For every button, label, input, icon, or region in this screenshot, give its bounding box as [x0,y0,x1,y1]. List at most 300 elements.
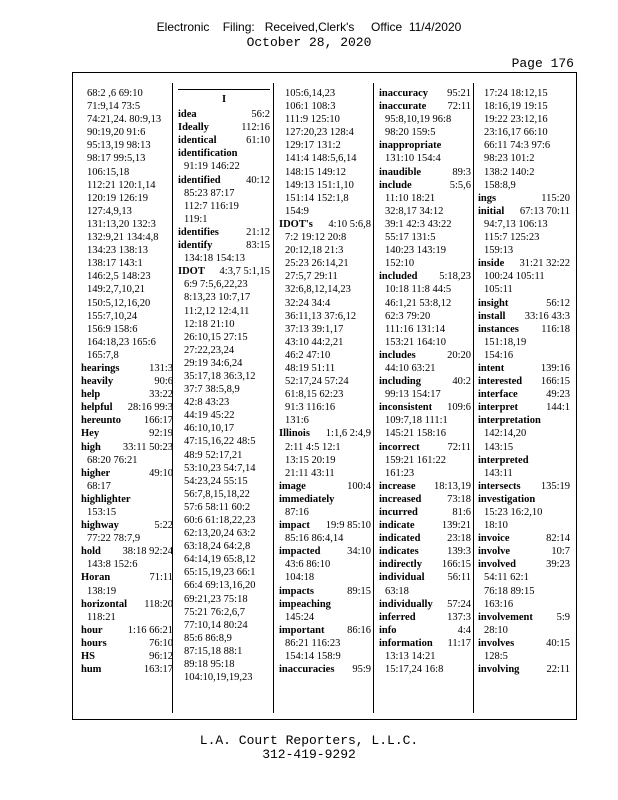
page-line-refs-continued: 10:18 11:8 44:5 [385,284,452,296]
page-line-refs-continued: 55:17 131:5 [385,232,436,244]
index-term: inaccuracy [379,88,428,99]
page-line-refs: 40:2 [452,376,471,388]
index-entry [81,663,173,676]
index-term: inferred [379,611,416,623]
page-line-refs: 89:15 [347,585,371,597]
index-term: impact [279,520,310,532]
page-line-refs-continued: 140:23 143:19 [385,245,446,257]
page-line-refs: 100:4 [347,480,371,492]
index-entry [379,441,471,454]
page-line-refs-continued: 25:23 26:14,21 [285,258,349,270]
page-line-refs-continued: 127:4,9,13 [87,205,132,217]
index-term: indicates [379,546,419,558]
index-term: helpful [81,402,113,414]
page-line-refs-continued: 56:7,8,15,18,22 [184,488,250,500]
index-entry [379,598,471,611]
page-line-refs-continued: 18:10 [484,520,508,532]
page-line-refs: 71:11 [149,572,173,584]
page-line-refs: 139:3 [447,546,471,558]
index-term: increase [379,480,416,492]
page-line-refs-continued: 143:15 [484,441,514,453]
index-entry [478,545,570,558]
page-line-refs: 137:3 [447,611,471,623]
index-term: IDOT's [279,218,313,230]
page-line-refs-continued: 15:17,24 16:8 [385,664,444,676]
index-column-4 [379,87,471,676]
page-line-refs-continued: 46:10,10,17 [184,423,235,435]
page-line-refs: 118:20 [144,598,173,610]
page-line-refs-continued: 155:7,10,24 [87,310,138,322]
page-line-refs: 18:13,19 [433,480,471,492]
index-term: impacted [279,546,321,558]
page-line-refs-continued: 120:19 126:19 [87,192,148,204]
page-line-refs-continued: 47:15,16,22 48:5 [184,436,256,448]
index-term: investigation [478,493,536,505]
index-term: hold [81,546,101,558]
index-term: intent [478,362,505,374]
page-line-refs-continued: 21:11 43:11 [285,467,335,479]
page-line-refs-continued: 7:2 19:12 20:8 [285,232,347,244]
page-line-refs-continued: 69:21,23 75:18 [184,593,248,605]
page-line-refs-continued: 62:3 79:20 [385,310,431,322]
page-line-refs-continued: 39:1 42:3 43:22 [385,218,452,230]
index-entry [178,239,270,252]
page-line-refs-continued: 91:3 116:16 [285,402,336,414]
page-line-refs-continued: 48:19 51:11 [285,362,336,374]
page-line-refs-continued: 66:11 74:3 97:6 [484,140,551,152]
index-term: initial [478,205,505,217]
index-entry [279,480,371,493]
page-line-refs-continued: 32:24 34:4 [285,297,331,309]
page-line-refs: 81:6 [452,507,471,518]
page-line-refs-continued: 60:6 61:18,22,23 [184,515,256,526]
index-entry [379,571,471,584]
page-line-refs-continued: 19:22 23:12,16 [484,114,548,126]
page-line-refs: 166:15 [540,376,570,388]
index-entry [379,611,471,624]
page-line-refs-continued: 134:18 154:13 [184,253,245,265]
page-line-refs-continued: 54:23,24 55:15 [184,475,248,487]
page-line-refs-continued: 154:9 [285,205,309,217]
index-term: inappropriate [379,140,442,152]
index-term: idea [178,109,197,121]
page-line-refs: 89:3 [452,166,471,178]
index-entry [478,257,570,270]
page-line-refs: 76:10 [149,637,173,649]
page-line-refs-continued: 91:19 146:22 [184,161,240,173]
page-line-refs-continued: 151:14 152:1,8 [285,192,349,204]
index-entry [478,532,570,545]
page-line-refs: 5:5,6 [449,179,471,191]
index-entry [279,218,371,231]
page-line-refs: 82:14 [546,533,570,545]
page-line-refs-continued: 100:24 105:11 [484,271,545,283]
page-line-refs-continued: 85:23 87:17 [184,187,235,199]
page-line-refs-continued: 12:18 21:10 [184,318,235,330]
index-entry [279,624,371,637]
page-line-refs-continued: 53:10,23 54:7,14 [184,462,256,474]
page-line-refs-continued: 112:7 116:19 [184,200,239,212]
page-line-refs-continued: 143:8 152:6 [87,559,138,571]
page-line-refs-continued: 129:17 131:2 [285,140,341,152]
index-term: highlighter [81,493,131,505]
index-entry [279,519,371,532]
page-line-refs-continued: 85:6 86:8,9 [184,632,232,644]
page-line-refs: 1:16 66:21 [127,624,173,636]
index-entry [478,493,570,506]
page-line-refs-continued: 32:6,8,12,14,23 [285,284,351,296]
index-term: impacts [279,585,314,597]
page-line-refs: 31:21 32:22 [519,258,570,270]
page-line-refs-continued: 164:18,23 165:6 [87,336,156,348]
index-term: heavily [81,376,114,388]
index-entry [478,310,570,323]
page-line-refs-continued: 145:21 158:16 [385,428,446,440]
page-line-refs-continued: 89:18 95:18 [184,659,235,671]
page-line-refs: 139:16 [540,362,570,374]
index-term: indicated [379,533,421,545]
page-line-refs-continued: 46:1,21 53:8,12 [385,297,452,309]
index-entry [478,375,570,388]
page-line-refs-continued: 109:7,18 111:1 [385,415,448,427]
page-line-refs: 112:16 [241,122,270,134]
index-entry [379,100,471,113]
page-line-refs-continued: 29:19 34:6,24 [184,357,243,369]
page-line-refs-continued: 77:22 78:7,9 [87,533,141,545]
index-entry [478,388,570,401]
page-line-refs-continued: 138:2 140:2 [484,166,535,178]
page-line-refs-continued: 2:11 4:5 12:1 [285,441,341,453]
index-term: ings [478,192,497,204]
page-line-refs-continued: 87:16 [285,507,309,518]
page-line-refs: 5:9 [556,611,570,623]
page-line-refs: 109:6 [447,402,471,414]
page-line-refs-continued: 43:6 86:10 [285,559,331,571]
page-line-refs-continued: 66:4 69:13,16,20 [184,580,256,592]
index-term: Hey [81,428,100,440]
page-line-refs-continued: 165:7,8 [87,349,119,361]
index-entry [379,87,471,100]
page-line-refs: 163:17 [143,664,173,676]
column-divider [273,83,274,713]
page-line-refs-continued: 111:9 125:10 [285,114,340,126]
page-line-refs: 115:20 [541,192,570,204]
index-entry [81,571,173,584]
page-line-refs-continued: 163:16 [484,598,514,610]
page-line-refs-continued: 23:16,17 66:10 [484,127,548,139]
page-line-refs-continued: 134:23 138:13 [87,245,148,257]
index-term: highway [81,520,119,532]
page-line-refs-continued: 152:10 [385,258,415,270]
index-term: impeaching [279,598,331,610]
page-line-refs-continued: 28:10 [484,624,508,636]
page-line-refs: 73:18 [447,493,471,505]
page-line-refs-continued: 131:13,20 132:3 [87,218,156,230]
page-line-refs: 72:11 [447,441,471,453]
page-line-refs-continued: 18:16,19 19:15 [484,101,548,113]
column-divider [473,83,474,713]
page-line-refs-continued: 63:18,24 64:2,8 [184,541,251,553]
index-frame [72,72,577,720]
reporter-phone: 312-419-9292 [262,747,356,762]
page-line-refs-continued: 146:2,5 148:23 [87,271,151,283]
page-line-refs: 40:12 [246,174,270,186]
index-term: identification [178,148,238,160]
page-line-refs-continued: 99:13 154:17 [385,389,441,401]
index-term: image [279,480,306,492]
index-term: individual [379,572,425,584]
index-column-1 [81,87,173,676]
index-term: help [81,389,101,401]
page-line-refs-continued: 11:2,12 12:4,11 [184,305,250,317]
index-term: insight [478,297,509,309]
page-line-refs: 96:12 [149,651,173,663]
page-line-refs: 11:17 [447,637,471,649]
page-line-refs: 34:10 [347,546,371,558]
page-line-refs-continued: 119:1 [184,213,208,225]
page-line-refs-continued: 46:2 47:10 [285,349,331,361]
index-entry [478,362,570,375]
page-line-refs-continued: 132:9,21 134:4,8 [87,232,159,244]
page-line-refs-continued: 37:13 39:1,17 [285,323,344,335]
footer [0,734,618,762]
index-term: involved [478,559,516,571]
index-term: identifies [178,226,219,238]
index-entry [379,349,471,362]
page-line-refs-continued: 48:9 52:17,21 [184,449,243,461]
page-line-refs-continued: 20:12,18 21:3 [285,245,344,257]
index-entry [478,297,570,310]
page-line-refs-continued: 11:10 18:21 [385,192,436,204]
page-line-refs: 95:21 [447,88,471,99]
index-term: intersects [478,480,521,492]
page-line-refs-continued: 95:8,10,19 96:8 [385,114,452,126]
index-entry [279,545,371,558]
page-line-refs-continued: 71:9,14 73:5 [87,101,141,113]
page-line-refs-continued: 111:16 131:14 [385,323,446,335]
index-term: includes [379,349,416,361]
page-line-refs-continued: 37:7 38:5,8,9 [184,384,240,396]
index-term: identify [178,240,213,252]
page-line-refs-continued: 98:17 99:5,13 [87,153,146,165]
page-line-refs-continued: 90:19,20 91:6 [87,127,146,139]
index-entry [478,401,570,414]
index-entry [379,519,471,532]
page-line-refs-continued: 27:5,7 29:11 [285,271,338,283]
page-line-refs-continued: 106:1 108:3 [285,101,336,113]
page-line-refs-continued: 43:10 44:2,21 [285,336,344,348]
page-line-refs-continued: 153:21 164:10 [385,336,446,348]
page-line-refs-continued: 148:15 149:12 [285,166,346,178]
page-line-refs-continued: 112:21 120:1,14 [87,179,156,191]
index-entry [81,375,173,388]
page-line-refs: 1:1,6 2:4,9 [325,428,371,440]
page-line-refs-continued: 145:24 [285,611,315,623]
index-entry [178,121,270,134]
page-line-refs-continued: 104:18 [285,572,315,584]
page-line-refs-continued: 94:7,13 106:13 [484,218,548,230]
page-line-refs: 166:17 [143,415,173,427]
index-entry [478,205,570,218]
page-line-refs-continued: 104:10,19,19,23 [184,672,253,684]
index-term: invoice [478,533,510,545]
index-term: involvement [478,611,533,623]
page-line-refs-continued: 77:10,14 80:24 [184,619,248,631]
page-line-refs-continued: 52:17,24 57:24 [285,376,349,388]
index-term: IDOT [178,266,205,278]
section-letter: I [221,94,227,105]
index-entry [478,637,570,650]
index-entry [478,558,570,571]
page-line-refs-continued: 106:15,18 [87,166,130,178]
page-line-refs-continued: 105:11 [484,284,513,296]
page-line-refs: 56:2 [251,109,270,121]
page-line-refs: 33:16 43:3 [524,310,570,322]
index-term: install [478,310,506,322]
index-entry [478,663,570,676]
page-line-refs: 40:15 [546,637,570,649]
index-term: indicate [379,520,415,532]
page-line-refs-continued: 151:18,19 [484,336,527,348]
page-line-refs: 22:11 [546,664,570,676]
page-line-refs-continued: 156:9 158:6 [87,323,138,335]
index-entry [81,362,173,375]
page-line-refs-continued: 131:6 [285,415,309,427]
index-term: interpret [478,402,519,414]
index-entry [81,650,173,663]
page-line-refs-continued: 105:6,14,23 [285,88,336,99]
index-term: incorrect [379,441,420,453]
index-column-2 [178,87,270,684]
page-line-refs-continued: 98:20 159:5 [385,127,436,139]
index-entry [379,480,471,493]
index-entry [81,545,173,558]
index-entry [379,139,471,152]
page-line-refs: 4:3,7 5:1,15 [219,266,270,278]
index-entry [178,147,270,160]
index-term: indirectly [379,559,422,571]
page-line-refs-continued: 63:18 [385,585,409,597]
index-entry [379,532,471,545]
page-line-refs-continued: 141:4 148:5,6,14 [285,153,357,165]
index-term: hours [81,637,107,649]
page-line-refs: 49:10 [149,467,173,479]
page-line-refs: 72:11 [447,101,471,113]
page-line-refs: 116:18 [541,323,570,335]
page-line-refs-continued: 76:18 89:15 [484,585,535,597]
page-number: Page 176 [511,56,574,71]
index-term: incurred [379,507,418,518]
page-line-refs: 49:23 [546,389,570,401]
page-line-refs-continued: 15:23 16:2,10 [484,507,543,518]
index-entry [81,624,173,637]
index-term: hour [81,624,103,636]
page-line-refs: 5:18,23 [439,271,471,283]
index-entry [81,414,173,427]
page-line-refs: 95:9 [352,664,371,676]
index-term: included [379,271,418,283]
page-line-refs: 10:7 [551,546,570,558]
index-term: interested [478,376,523,388]
page-line-refs-continued: 44:10 63:21 [385,362,436,374]
page-line-refs: 38:18 92:24 [122,546,173,558]
index-entry [81,598,173,611]
page-line-refs-continued: 149:2,7,10,21 [87,284,146,296]
page-line-refs-continued: 143:11 [484,467,513,479]
page-line-refs: 166:15 [441,559,471,571]
index-term: inaudible [379,166,422,178]
page-line-refs-continued: 8:13,23 10:7,17 [184,292,251,304]
page-line-refs-continued: 27:22,23,24 [184,344,235,356]
index-entry [379,166,471,179]
index-entry [81,637,173,650]
page-line-refs-continued: 150:5,12,16,20 [87,297,151,309]
index-term: info [379,624,397,636]
page-line-refs: 33:22 [149,389,173,401]
index-entry [279,598,371,611]
page-line-refs-continued: 115:7 125:23 [484,232,540,244]
index-entry [178,108,270,121]
index-entry [379,401,471,414]
index-entry [379,637,471,650]
index-entry [379,375,471,388]
index-term: inaccuracies [279,664,335,676]
index-term: interface [478,389,518,401]
index-term: include [379,179,412,191]
index-entry [81,388,173,401]
page-line-refs-continued: 68:2 ,6 69:10 [87,88,143,99]
page-line-refs-continued: 128:5 [484,651,508,663]
page-line-refs-continued: 44:19 45:22 [184,410,235,422]
index-term: identical [178,135,217,147]
index-entry [81,401,173,414]
page-line-refs: 23:18 [447,533,471,545]
column-divider [373,83,374,713]
page-line-refs-continued: 64:14,19 65:8,12 [184,554,256,566]
index-entry [178,174,270,187]
page-line-refs: 4:10 5:6,8 [328,218,371,230]
page-line-refs: 135:19 [540,480,570,492]
page-line-refs: 67:13 70:11 [519,205,570,217]
index-term: information [379,637,433,649]
page-line-refs-continued: 61:8,15 62:23 [285,389,344,401]
index-entry [379,545,471,558]
index-term: HS [81,651,96,663]
index-term: identified [178,174,221,186]
index-column-3 [279,87,371,676]
page-line-refs-continued: 74:21,24. 80:9,13 [87,114,162,126]
index-term: increased [379,493,422,505]
index-entry [81,441,173,454]
index-term: important [279,624,325,636]
index-term: inaccurate [379,101,427,113]
page-line-refs: 131:3 [149,362,173,374]
page-line-refs-continued: 17:24 18:12,15 [484,88,548,99]
page-line-refs-continued: 161:23 [385,467,415,479]
page-line-refs-continued: 154:14 158:9 [285,651,341,663]
index-entry [379,624,471,637]
reporter-company: L.A. Court Reporters, L.L.C. [199,733,419,748]
page-line-refs-continued: 131:10 154:4 [385,153,441,165]
index-entry [379,179,471,192]
index-term: Ideally [178,122,209,134]
page-line-refs-continued: 98:23 101:2 [484,153,535,165]
page-line-refs-continued: 142:14,20 [484,428,527,440]
index-term: interpreted [478,454,529,466]
page-line-refs: 39:23 [546,559,570,571]
page-line-refs: 61:10 [246,135,270,147]
index-entry [379,270,471,283]
